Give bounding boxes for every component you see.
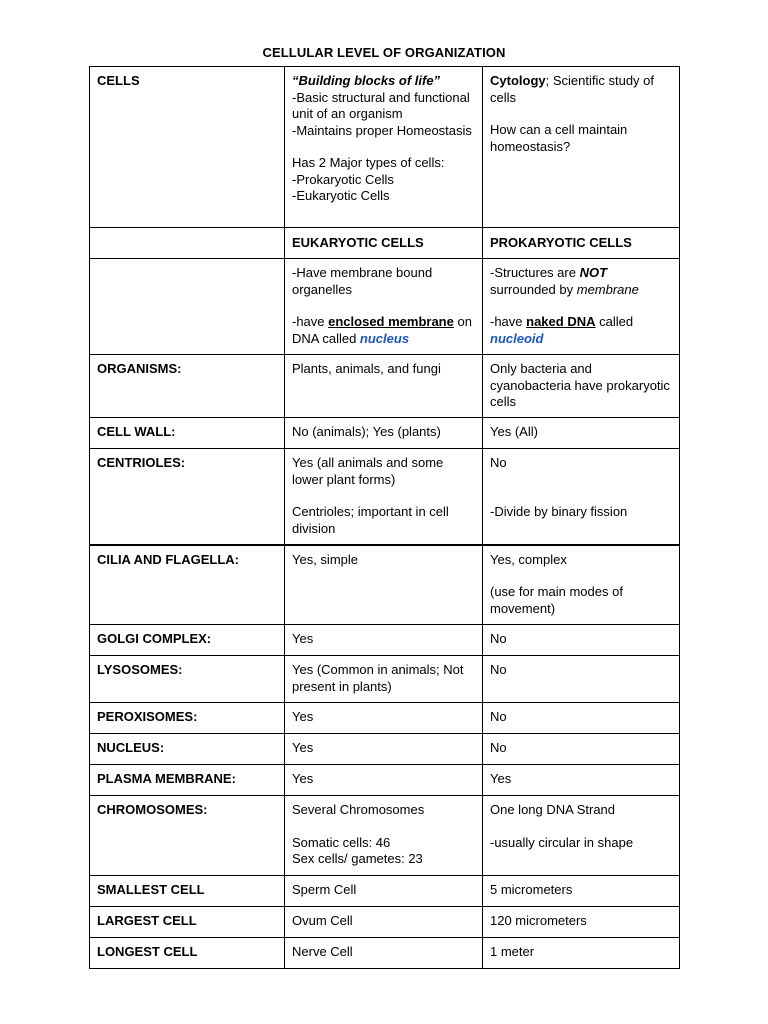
cells-definition-line: -Maintains proper Homeostasis (292, 122, 472, 138)
cells-definition-title: “Building blocks of life” (292, 73, 441, 88)
longest-cell-label: LONGEST CELL (97, 944, 198, 959)
nucleoid-term: nucleoid (490, 330, 544, 346)
table-row (90, 355, 680, 418)
centrioles-eukaryotic: Yes (all animals and some lower plant forms) (292, 455, 444, 487)
organisms-eukaryotic: Plants, animals, and fungi (292, 361, 441, 376)
table-row (90, 625, 680, 656)
cilia-prokaryotic: Yes, complex (490, 551, 567, 567)
table-row (90, 67, 680, 228)
structures-text (490, 265, 673, 298)
table-row (90, 734, 680, 765)
nucleus-prokaryotic: No (490, 740, 507, 755)
cell-wall-prokaryotic: Yes (All) (490, 424, 538, 439)
naked-dna-text (490, 314, 673, 347)
nucleus-eukaryotic: Yes (292, 740, 314, 755)
not-emphasis: NOT (579, 265, 608, 280)
text-fragment: -have (292, 314, 329, 329)
cilia-prokaryotic-note: (use for main modes of movement) (490, 584, 623, 616)
enclosed-membrane-text (292, 314, 476, 347)
cilia-label: CILIA AND FLAGELLA: (97, 551, 240, 567)
smallest-cell-prokaryotic: 5 micrometers (490, 882, 573, 897)
text-fragment: -have (490, 314, 527, 329)
membrane-term: membrane (576, 281, 639, 297)
plasma-membrane-prokaryotic: Yes (490, 771, 512, 786)
cells-label: CELLS (97, 73, 140, 88)
comparison-table (89, 66, 680, 969)
text-fragment: on DNA called (292, 314, 472, 346)
largest-cell-eukaryotic: Ovum Cell (292, 913, 353, 928)
text-fragment: called (595, 314, 634, 329)
cell-type-item: -Prokaryotic Cells (292, 171, 394, 187)
cytology-text: ; Scientific study of cells (490, 73, 655, 105)
enclosed-membrane-term: enclosed membrane (328, 314, 454, 329)
table-row (90, 938, 680, 969)
peroxisomes-prokaryotic: No (490, 709, 507, 724)
largest-cell-prokaryotic: 120 micrometers (490, 913, 587, 928)
sex-cells-count: Sex cells/ gametes: 23 (292, 851, 423, 866)
table-header-row (90, 228, 680, 259)
chromosomes-prokaryotic: One long DNA Strand (490, 802, 616, 817)
cell-types-intro: Has 2 Major types of cells: (292, 155, 445, 170)
longest-cell-eukaryotic: Nerve Cell (292, 944, 353, 959)
centrioles-label: CENTRIOLES: (97, 455, 186, 470)
table-row (90, 449, 680, 545)
table-row (90, 796, 680, 876)
cell-type-item: -Eukaryotic Cells (292, 188, 390, 203)
centrioles-prokaryotic: No (490, 455, 507, 470)
naked-dna-term: naked DNA (526, 314, 596, 329)
organisms-prokaryotic: Only bacteria and cyanobacteria have prokaryotic cells (490, 361, 670, 409)
plasma-membrane-label: PLASMA MEMBRANE: (97, 771, 236, 786)
table-row (90, 656, 680, 703)
text-fragment: -Structures are (490, 265, 580, 280)
empty-cell (90, 259, 285, 355)
golgi-label: GOLGI COMPLEX: (97, 631, 212, 646)
lysosomes-label: LYSOSOMES: (97, 662, 183, 677)
lysosomes-eukaryotic: Yes (Common in animals; Not present in plants) (292, 662, 464, 694)
eukaryotic-header: EUKARYOTIC CELLS (292, 235, 424, 250)
golgi-prokaryotic: No (490, 631, 507, 646)
text-fragment: surrounded by (490, 281, 577, 297)
somatic-cells-count: Somatic cells: 46 (292, 834, 391, 850)
smallest-cell-eukaryotic: Sperm Cell (292, 882, 357, 897)
cells-definition-line: -Basic structural and functional unit of an organism (292, 89, 470, 121)
peroxisomes-label: PEROXISOMES: (97, 709, 198, 724)
prokaryotic-membrane-cell (483, 259, 680, 355)
binary-fission-text: -Divide by binary fission (490, 503, 628, 519)
largest-cell-label: LARGEST CELL (97, 913, 197, 928)
chromosomes-eukaryotic: Several Chromosomes (292, 802, 425, 817)
centrioles-eukaryotic-note: Centrioles; important in cell division (292, 504, 449, 536)
cilia-eukaryotic: Yes, simple (292, 551, 358, 567)
peroxisomes-eukaryotic: Yes (292, 709, 314, 724)
cell-wall-label: CELL WALL: (97, 424, 176, 439)
chromosomes-prokaryotic-note: -usually circular in shape (490, 834, 634, 850)
nucleus-term: nucleus (359, 330, 410, 346)
table-row (90, 418, 680, 449)
homeostasis-question: How can a cell maintain homeostasis? (490, 122, 628, 154)
cytology-definition (490, 73, 673, 106)
chromosomes-label: CHROMOSOMES: (97, 802, 208, 817)
cells-definition-cell (285, 67, 483, 228)
empty-cell (90, 228, 285, 259)
prokaryotic-header: PROKARYOTIC CELLS (490, 235, 632, 250)
table-row (90, 259, 680, 355)
nucleus-label: NUCLEUS: (97, 740, 165, 755)
table-row (90, 765, 680, 796)
table-row (90, 907, 680, 938)
table-row (90, 703, 680, 734)
smallest-cell-label: SMALLEST CELL (97, 882, 205, 897)
table-row (90, 545, 680, 625)
eukaryotic-membrane-cell (285, 259, 483, 355)
longest-cell-prokaryotic: 1 meter (490, 944, 535, 959)
row-label (90, 67, 285, 228)
lysosomes-prokaryotic: No (490, 662, 507, 677)
cytology-cell (483, 67, 680, 228)
organisms-label: ORGANISMS: (97, 361, 182, 376)
membrane-organelles-text: -Have membrane bound organelles (292, 265, 433, 297)
table-row (90, 876, 680, 907)
cell-wall-eukaryotic: No (animals); Yes (plants) (292, 424, 441, 439)
cytology-term: Cytology (490, 73, 546, 88)
golgi-eukaryotic: Yes (292, 631, 314, 646)
document-title: CELLULAR LEVEL OF ORGANIZATION (262, 45, 506, 60)
plasma-membrane-eukaryotic: Yes (292, 771, 314, 786)
